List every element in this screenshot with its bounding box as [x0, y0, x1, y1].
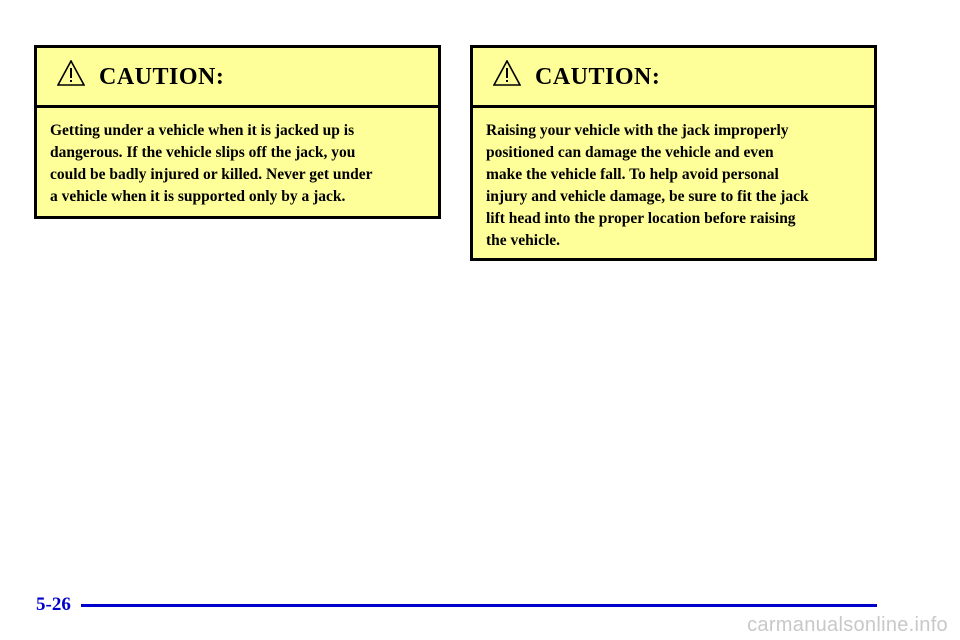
caution-line: make the vehicle fall. To help avoid personal	[486, 166, 779, 183]
caution-line: dangerous. If the vehicle slips off the jack, you	[50, 144, 356, 161]
caution-line: a vehicle when it is supported only by a jack.	[50, 188, 346, 205]
footer-rule	[81, 604, 877, 607]
caution-line: positioned can damage the vehicle and even	[486, 144, 774, 161]
caution-text	[473, 108, 874, 258]
caution-box-2	[470, 45, 877, 261]
caution-line: injury and vehicle damage, be sure to fit the jack	[486, 188, 809, 205]
caution-header	[37, 48, 438, 108]
page-number: 5-26	[36, 594, 71, 615]
caution-line: Raising your vehicle with the jack improperly	[486, 122, 789, 139]
caution-line: the vehicle.	[486, 232, 561, 249]
warning-triangle-icon	[57, 60, 85, 86]
caution-line: lift head into the proper location before raising	[486, 210, 796, 227]
caution-title: CAUTION:	[535, 64, 661, 90]
caution-text	[37, 108, 438, 216]
caution-box-1	[34, 45, 441, 219]
caution-title: CAUTION:	[99, 64, 225, 90]
caution-line: Getting under a vehicle when it is jacked up is	[50, 122, 355, 139]
watermark[interactable]: carmanualsonline.info	[747, 614, 948, 636]
warning-triangle-icon	[493, 60, 521, 86]
caution-header	[473, 48, 874, 108]
caution-line: could be badly injured or killed. Never get under	[50, 166, 373, 183]
